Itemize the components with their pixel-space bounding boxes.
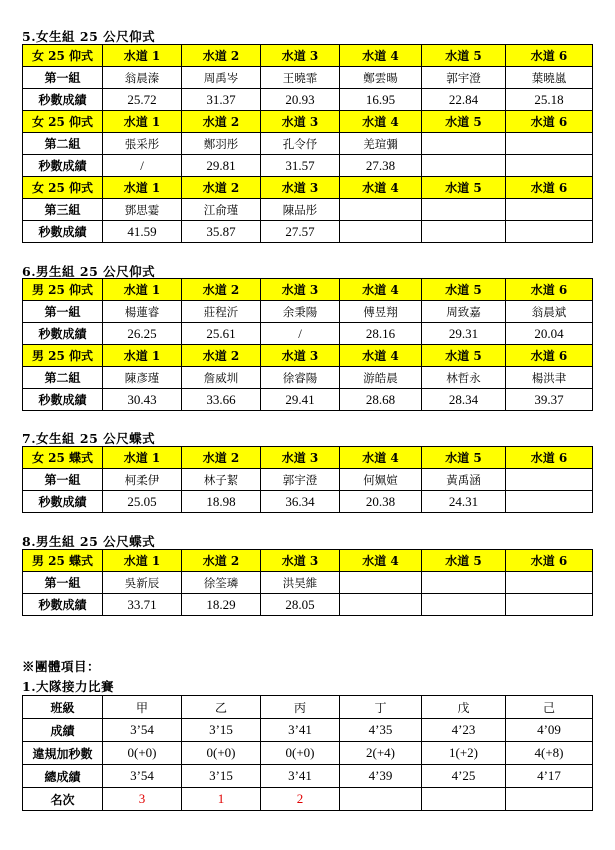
swimmer-name: 鄧思霎 (103, 199, 182, 221)
lane-label: 水道 1 (103, 550, 182, 572)
lane-label: 水道 5 (422, 345, 506, 367)
event-label: 女 25 仰式 (23, 111, 103, 133)
swimmer-row (23, 199, 593, 221)
lane-label: 水道 2 (182, 550, 261, 572)
relay-cell: 2(+4) (340, 742, 422, 765)
time-value: 28.16 (340, 323, 422, 345)
group-label: 第三組 (23, 199, 103, 221)
time-value: 31.37 (182, 89, 261, 111)
swimmer-name: 徐睿陽 (261, 367, 340, 389)
time-label: 秒數成績 (23, 323, 103, 345)
relay-cell: 3’15 (182, 719, 261, 742)
relay-row-label: 違規加秒數 (23, 742, 103, 765)
swimmer-name: 莊程沂 (182, 301, 261, 323)
time-value: 22.84 (422, 89, 506, 111)
relay-cell: 4’17 (506, 765, 593, 788)
relay-cell: 3’15 (182, 765, 261, 788)
time-value (506, 491, 593, 513)
lane-label: 水道 5 (422, 177, 506, 199)
swimmer-name: 王曉霏 (261, 67, 340, 89)
relay-row (23, 696, 593, 719)
time-value (340, 221, 422, 243)
relay-cell: 3’54 (103, 719, 182, 742)
time-value: 27.57 (261, 221, 340, 243)
relay-cell: 乙 (182, 696, 261, 719)
relay-cell: 4’39 (340, 765, 422, 788)
relay-row (23, 788, 593, 811)
swimmer-name: 吳新辰 (103, 572, 182, 594)
relay-cell: 3’41 (261, 719, 340, 742)
lane-label: 水道 1 (103, 45, 182, 67)
time-label: 秒數成績 (23, 89, 103, 111)
event-label: 男 25 仰式 (23, 345, 103, 367)
swimmer-row (23, 469, 593, 491)
section-title: 7.女生組 25 公尺蝶式 (22, 431, 156, 446)
lane-label: 水道 2 (182, 45, 261, 67)
swimmer-name (422, 199, 506, 221)
lane-header-row (23, 111, 593, 133)
relay-cell: 4’25 (422, 765, 506, 788)
lane-label: 水道 4 (340, 45, 422, 67)
relay-cell: 戊 (422, 696, 506, 719)
time-label: 秒數成績 (23, 491, 103, 513)
time-value: / (103, 155, 182, 177)
swimmer-name: 翁晨溱 (103, 67, 182, 89)
swimmer-name: 楊蓮睿 (103, 301, 182, 323)
time-value (422, 155, 506, 177)
relay-row (23, 719, 593, 742)
swimmer-row (23, 572, 593, 594)
relay-cell: 0(+0) (261, 742, 340, 765)
lane-label: 水道 6 (506, 279, 593, 301)
swimmer-name: 鄭雲暘 (340, 67, 422, 89)
lane-header-row (23, 45, 593, 67)
lane-label: 水道 3 (261, 345, 340, 367)
time-value: 18.29 (182, 594, 261, 616)
relay-cell: 甲 (103, 696, 182, 719)
lane-header-row (23, 279, 593, 301)
event-label: 男 25 仰式 (23, 279, 103, 301)
group-label: 第一組 (23, 469, 103, 491)
time-value: 41.59 (103, 221, 182, 243)
relay-row (23, 765, 593, 788)
relay-cell: 0(+0) (182, 742, 261, 765)
lane-header-row (23, 550, 593, 572)
group-label: 第一組 (23, 301, 103, 323)
lane-label: 水道 1 (103, 177, 182, 199)
swimmer-name (340, 572, 422, 594)
results-table (22, 278, 593, 411)
relay-cell (340, 788, 422, 811)
time-value: 35.87 (182, 221, 261, 243)
lane-label: 水道 6 (506, 111, 593, 133)
swimmer-name: 傅昱翔 (340, 301, 422, 323)
lane-label: 水道 2 (182, 111, 261, 133)
relay-cell (506, 788, 593, 811)
relay-cell: 1(+2) (422, 742, 506, 765)
relay-cell: 4’09 (506, 719, 593, 742)
time-value: / (261, 323, 340, 345)
lane-label: 水道 4 (340, 345, 422, 367)
swimmer-name: 張采彤 (103, 133, 182, 155)
swimmer-name: 徐筌璘 (182, 572, 261, 594)
lane-label: 水道 6 (506, 447, 593, 469)
time-row (23, 594, 593, 616)
swimmer-name: 郭宇澄 (422, 67, 506, 89)
swimmer-name: 林哲永 (422, 367, 506, 389)
time-value: 25.72 (103, 89, 182, 111)
swimmer-name: 郭宇澄 (261, 469, 340, 491)
results-table (22, 44, 593, 243)
swimmer-name (422, 572, 506, 594)
lane-header-row (23, 177, 593, 199)
relay-table (22, 695, 593, 811)
lane-label: 水道 4 (340, 177, 422, 199)
lane-label: 水道 6 (506, 550, 593, 572)
time-value: 20.04 (506, 323, 593, 345)
section-title: 6.男生組 25 公尺仰式 (22, 264, 156, 279)
swimmer-name (422, 133, 506, 155)
swimmer-name: 葉曉嵐 (506, 67, 593, 89)
time-row (23, 155, 593, 177)
time-value: 31.57 (261, 155, 340, 177)
time-value: 29.31 (422, 323, 506, 345)
group-label: 第一組 (23, 67, 103, 89)
time-label: 秒數成績 (23, 221, 103, 243)
swimmer-row (23, 367, 593, 389)
lane-label: 水道 5 (422, 45, 506, 67)
swimmer-name: 翁晨斌 (506, 301, 593, 323)
swimmer-name: 周致嘉 (422, 301, 506, 323)
time-label: 秒數成績 (23, 594, 103, 616)
swimmer-name: 羌瑄彌 (340, 133, 422, 155)
time-value (422, 594, 506, 616)
time-value: 18.98 (182, 491, 261, 513)
time-row (23, 389, 593, 411)
time-value: 16.95 (340, 89, 422, 111)
swimmer-name: 陳品彤 (261, 199, 340, 221)
event-label: 男 25 蝶式 (23, 550, 103, 572)
relay-cell: 1 (182, 788, 261, 811)
relay-row-label: 總成績 (23, 765, 103, 788)
lane-label: 水道 4 (340, 447, 422, 469)
time-value: 33.66 (182, 389, 261, 411)
swimmer-name (340, 199, 422, 221)
event-label: 女 25 蝶式 (23, 447, 103, 469)
relay-cell: 2 (261, 788, 340, 811)
relay-cell: 4’23 (422, 719, 506, 742)
swimmer-name: 孔令伃 (261, 133, 340, 155)
section-title: 8.男生組 25 公尺蝶式 (22, 534, 156, 549)
group-label: 第一組 (23, 572, 103, 594)
lane-label: 水道 3 (261, 447, 340, 469)
swimmer-name: 余秉陽 (261, 301, 340, 323)
event-label: 女 25 仰式 (23, 45, 103, 67)
time-label: 秒數成績 (23, 155, 103, 177)
time-value (422, 221, 506, 243)
relay-row-label: 名次 (23, 788, 103, 811)
time-row (23, 323, 593, 345)
swimmer-name (506, 572, 593, 594)
time-value: 20.93 (261, 89, 340, 111)
time-label: 秒數成績 (23, 389, 103, 411)
swimmer-name: 林子絜 (182, 469, 261, 491)
lane-label: 水道 5 (422, 111, 506, 133)
lane-label: 水道 5 (422, 447, 506, 469)
time-value: 28.05 (261, 594, 340, 616)
time-row (23, 221, 593, 243)
lane-label: 水道 3 (261, 550, 340, 572)
swimmer-name: 陳彥瑾 (103, 367, 182, 389)
time-value: 28.34 (422, 389, 506, 411)
time-value (340, 594, 422, 616)
time-value: 25.61 (182, 323, 261, 345)
lane-label: 水道 4 (340, 111, 422, 133)
swimmer-name: 周禹岑 (182, 67, 261, 89)
relay-cell: 丙 (261, 696, 340, 719)
time-value: 39.37 (506, 389, 593, 411)
relay-cell: 4(+8) (506, 742, 593, 765)
relay-cell: 0(+0) (103, 742, 182, 765)
swimmer-name: 柯柔伊 (103, 469, 182, 491)
lane-label: 水道 2 (182, 345, 261, 367)
lane-label: 水道 1 (103, 345, 182, 367)
lane-label: 水道 2 (182, 447, 261, 469)
relay-cell: 丁 (340, 696, 422, 719)
team-heading: ※團體項目： (22, 659, 101, 674)
swimmer-name: 何姵媗 (340, 469, 422, 491)
lane-label: 水道 3 (261, 45, 340, 67)
relay-cell: 3 (103, 788, 182, 811)
swimmer-name: 鄭羽彤 (182, 133, 261, 155)
time-row (23, 89, 593, 111)
lane-label: 水道 2 (182, 279, 261, 301)
group-label: 第二組 (23, 367, 103, 389)
swimmer-name: 楊洪聿 (506, 367, 593, 389)
time-value: 26.25 (103, 323, 182, 345)
time-value: 24.31 (422, 491, 506, 513)
lane-label: 水道 1 (103, 447, 182, 469)
swimmer-name (506, 199, 593, 221)
lane-label: 水道 3 (261, 279, 340, 301)
swimmer-name: 洪昊維 (261, 572, 340, 594)
swimmer-row (23, 67, 593, 89)
lane-label: 水道 3 (261, 111, 340, 133)
swimmer-name: 江俞瑾 (182, 199, 261, 221)
lane-label: 水道 1 (103, 279, 182, 301)
lane-label: 水道 5 (422, 279, 506, 301)
team-title: 1.大隊接力比賽 (22, 679, 115, 694)
results-table (22, 446, 593, 513)
swimmer-name: 游皓晨 (340, 367, 422, 389)
lane-header-row (23, 447, 593, 469)
lane-header-row (23, 345, 593, 367)
lane-label: 水道 4 (340, 279, 422, 301)
time-value: 27.38 (340, 155, 422, 177)
lane-label: 水道 3 (261, 177, 340, 199)
time-value: 30.43 (103, 389, 182, 411)
time-value (506, 594, 593, 616)
relay-row-label: 班級 (23, 696, 103, 719)
swimmer-name (506, 469, 593, 491)
swimmer-name (506, 133, 593, 155)
swimmer-name: 詹威圳 (182, 367, 261, 389)
time-value: 25.05 (103, 491, 182, 513)
time-value: 33.71 (103, 594, 182, 616)
lane-label: 水道 2 (182, 177, 261, 199)
swimmer-row (23, 301, 593, 323)
lane-label: 水道 5 (422, 550, 506, 572)
swimmer-name: 黃禹涵 (422, 469, 506, 491)
lane-label: 水道 6 (506, 345, 593, 367)
relay-row-label: 成績 (23, 719, 103, 742)
relay-cell (422, 788, 506, 811)
time-value: 29.41 (261, 389, 340, 411)
time-value: 20.38 (340, 491, 422, 513)
time-value (506, 221, 593, 243)
group-label: 第二組 (23, 133, 103, 155)
relay-cell: 4’35 (340, 719, 422, 742)
lane-label: 水道 1 (103, 111, 182, 133)
relay-cell: 3’54 (103, 765, 182, 788)
relay-row (23, 742, 593, 765)
time-value (506, 155, 593, 177)
time-value: 25.18 (506, 89, 593, 111)
time-row (23, 491, 593, 513)
time-value: 28.68 (340, 389, 422, 411)
lane-label: 水道 6 (506, 177, 593, 199)
lane-label: 水道 4 (340, 550, 422, 572)
relay-cell: 己 (506, 696, 593, 719)
time-value: 36.34 (261, 491, 340, 513)
event-label: 女 25 仰式 (23, 177, 103, 199)
section-title: 5.女生組 25 公尺仰式 (22, 29, 156, 44)
swimmer-row (23, 133, 593, 155)
relay-cell: 3’41 (261, 765, 340, 788)
results-table (22, 549, 593, 616)
time-value: 29.81 (182, 155, 261, 177)
lane-label: 水道 6 (506, 45, 593, 67)
